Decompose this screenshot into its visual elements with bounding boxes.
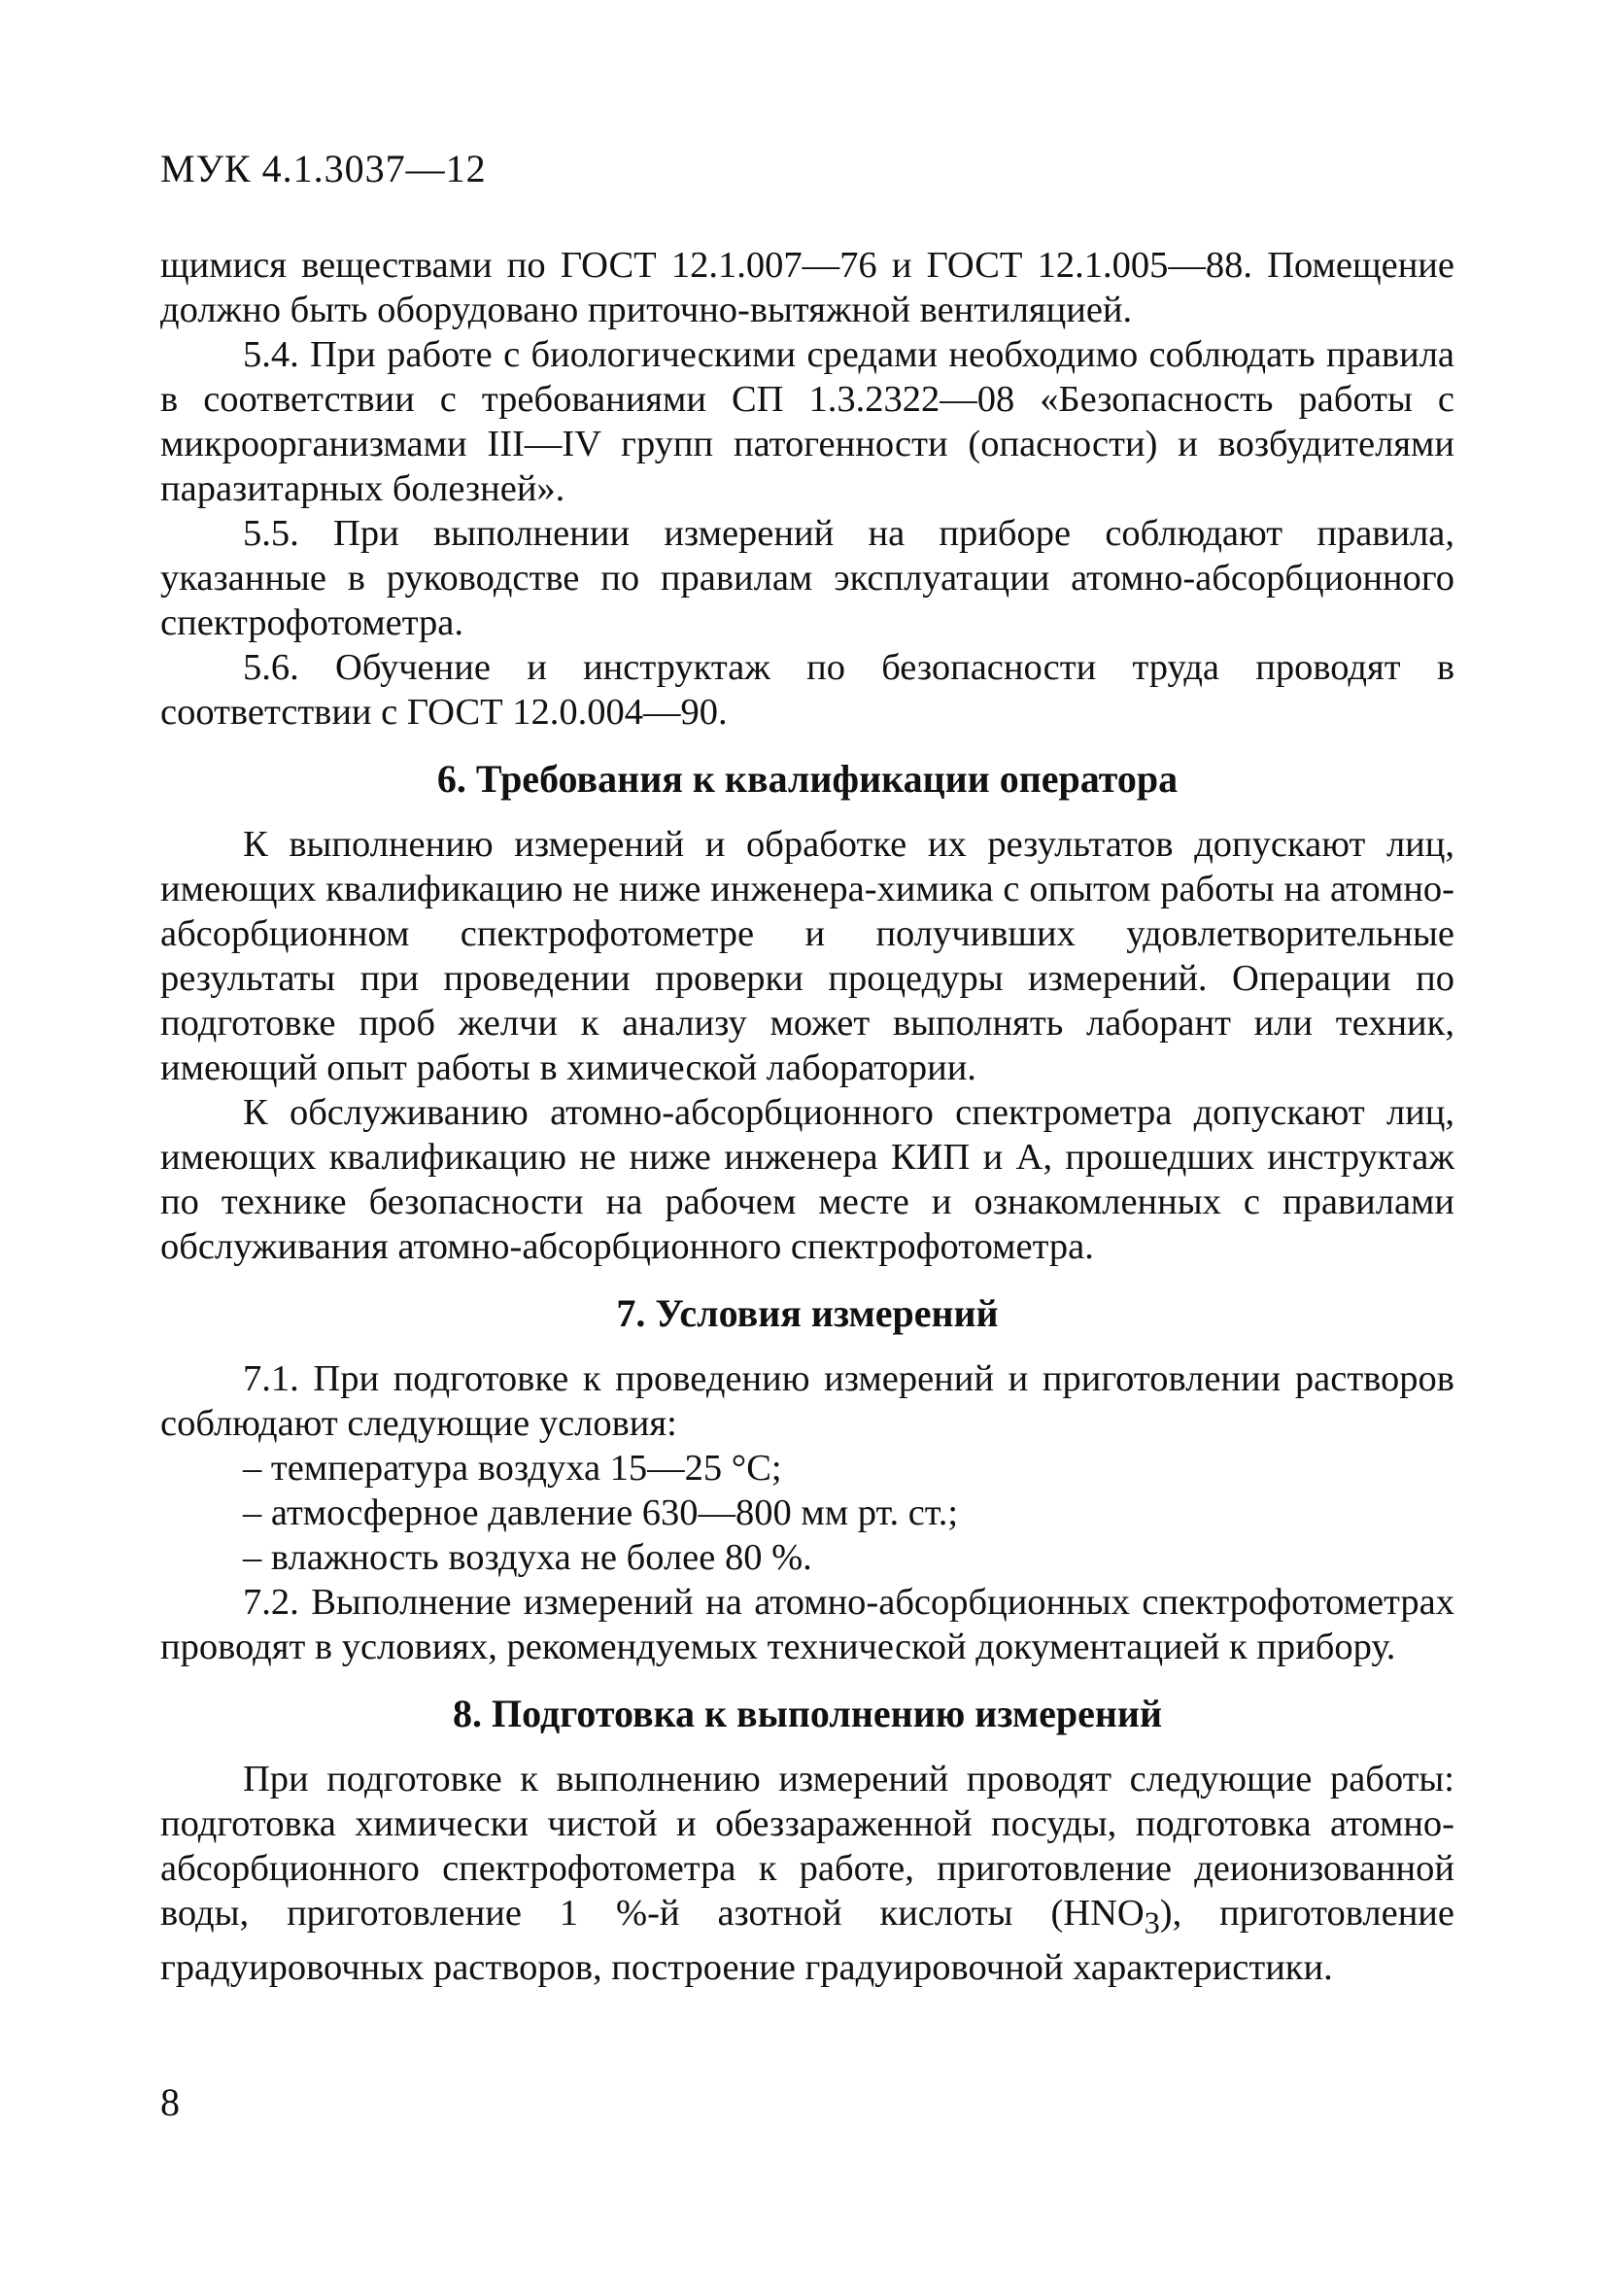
paragraph-5-5: 5.5. При выполнении измерений на приборе соблюдают правила, указанные в руководстве по правилам эксплуатации атомно-абсорбционного спектрофотометра. — [160, 513, 1454, 643]
section-6-paragraph-1: К выполнению измерений и обработке их результатов допускают лиц, имеющих квалификацию не ниже инженера-химика с опытом работы на атомно-абсорбционном спектрофотометре и получивших удовлетворительные результаты при проведении проверки процедуры измерений. Операции по подготовке проб желчи к анализу может выполнять лаборант или техник, имеющий опыт работы в химической лаборатории. — [160, 824, 1454, 1088]
section-8-text-part-1: При подготовке к выполнению измерений проводят следующие работы: подготовка химически чистой и обеззараженной посуды, подготовка атомно-абсорбционного спектрофотометра к работе, приготовление деионизованной воды, приготовление 1 %-й азотной кислоты (HNO — [160, 1759, 1454, 1934]
paragraph-continuation: щимися веществами по ГОСТ 12.1.007—76 и ГОСТ 12.1.005—88. Помещение должно быть оборудовано приточно-вытяжной вентиляцией. — [160, 245, 1454, 330]
section-6-paragraph-2: К обслуживанию атомно-абсорбционного спектрометра допускают лиц, имеющих квалификацию не ниже инженера КИП и А, прошедших инструктаж по технике безопасности на рабочем месте и ознакомленных с правилами обслуживания атомно-абсорбционного спектрофотометра. — [160, 1092, 1454, 1267]
section-6-heading: 6. Требования к квалификации оператора — [436, 757, 1179, 801]
section-8-text-part-2: ), приготовление градуировочных растворов, построение градуировочной характеристики. — [160, 1893, 1454, 1988]
paragraph-7-1: 7.1. При подготовке к проведению измерений и приготовлении растворов соблюдают следующие условия: — [160, 1358, 1454, 1444]
section-7-heading: 7. Условия измерений — [616, 1291, 999, 1335]
condition-item-temperature: – температура воздуха 15—25 °С; — [243, 1448, 782, 1489]
paragraph-7-2: 7.2. Выполнение измерений на атомно-абсорбционных спектрофотометрах проводят в условиях, рекомендуемых технической документацией к прибору. — [160, 1582, 1454, 1667]
running-header: МУК 4.1.3037—12 — [160, 147, 487, 190]
document-body — [160, 243, 1454, 1990]
document-page — [160, 0, 1454, 2296]
paragraph-5-6: 5.6. Обучение и инструктаж по безопасности труда проводят в соответствии с ГОСТ 12.0.004—90. — [160, 647, 1454, 733]
formula-subscript: 3 — [1144, 1904, 1160, 1940]
section-8-paragraph-1 — [160, 1757, 1454, 1990]
paragraph-5-4: 5.4. При работе с биологическими средами необходимо соблюдать правила в соответствии с требованиями СП 1.3.2322—08 «Безопасность работы с микроорганизмами III—IV групп патогенности (опасности) и возбудителями паразитарных болезней». — [160, 334, 1454, 509]
page-number: 8 — [160, 2080, 180, 2124]
section-8-heading: 8. Подготовка к выполнению измерений — [453, 1692, 1162, 1735]
condition-item-pressure: – атмосферное давление 630—800 мм рт. ст.; — [243, 1492, 959, 1533]
condition-item-humidity: – влажность воздуха не более 80 %. — [243, 1537, 812, 1578]
